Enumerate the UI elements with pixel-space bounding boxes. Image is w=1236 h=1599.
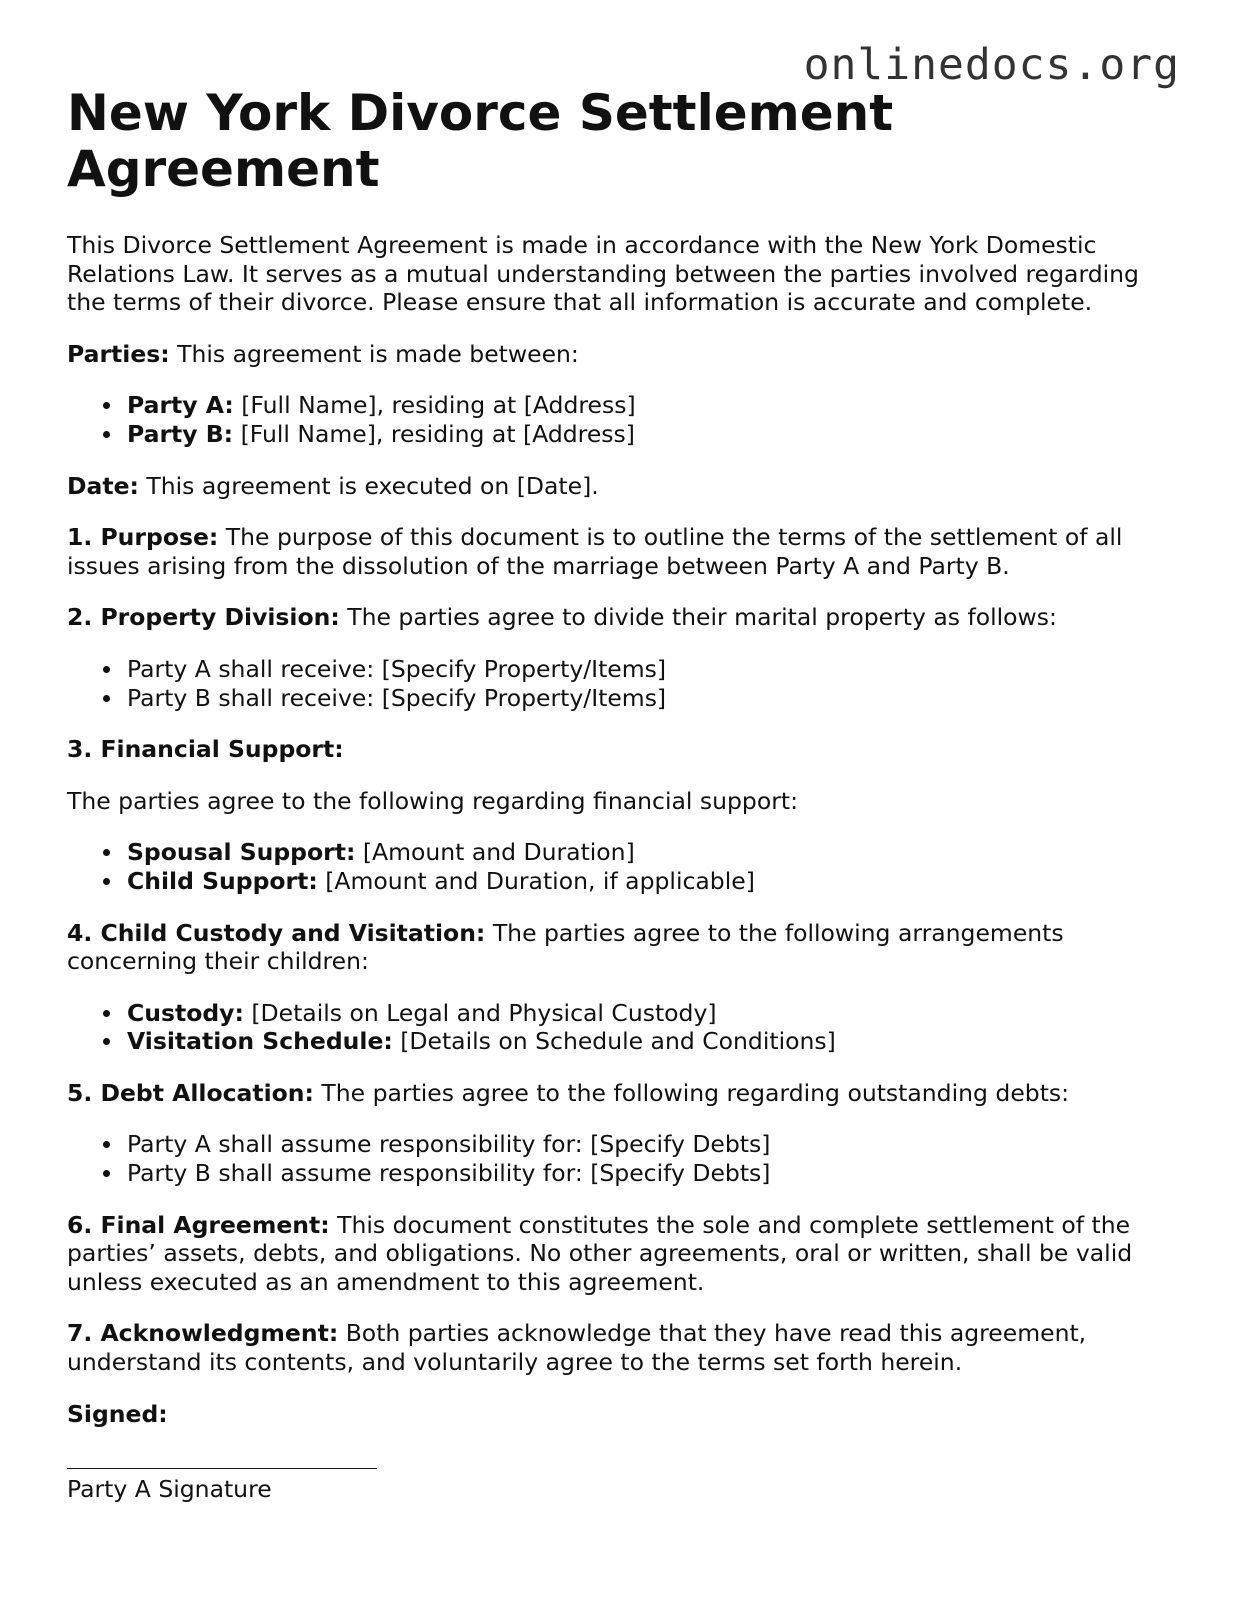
final-agreement-section (67, 1211, 1177, 1297)
financial-section-heading (67, 735, 1177, 764)
list-item (127, 420, 1177, 449)
property-label: 2. Property Division: (67, 603, 340, 632)
date-label: Date: (67, 471, 139, 500)
property-list (67, 655, 1177, 712)
party-b-text: [Full Name], residing at [Address] (233, 419, 635, 448)
list-item (127, 867, 1177, 896)
final-label: 6. Final Agreement: (67, 1210, 330, 1239)
intro-paragraph: This Divorce Settlement Agreement is made in accordance with the New York Domestic Relations Law. It serves as a mutual understanding between the parties involved regarding the terms of their divorce. Please ensure that all information is accurate and complete. (67, 231, 1139, 317)
financial-label: 3. Financial Support: (67, 735, 344, 764)
parties-label: Parties: (67, 339, 170, 368)
child-support-label: Child Support: (127, 866, 318, 895)
acknowledgment-label: 7. Acknowledgment: (67, 1319, 339, 1348)
party-b-label: Party B: (127, 419, 234, 448)
visitation-label: Visitation Schedule: (127, 1027, 393, 1056)
date-paragraph (67, 472, 1177, 501)
list-item (127, 999, 1177, 1028)
custody-list (67, 999, 1177, 1056)
child-support-text: [Amount and Duration, if applicable] (317, 866, 755, 895)
visitation-text: [Details on Schedule and Conditions] (392, 1027, 836, 1056)
list-item: Party A shall receive: [Specify Property/Items] (127, 655, 1177, 684)
acknowledgment-section (67, 1319, 1177, 1376)
list-item (127, 391, 1177, 420)
custody-item-text: [Details on Legal and Physical Custody] (243, 998, 717, 1027)
parties-list (67, 391, 1177, 448)
date-text: This agreement is executed on [Date]. (138, 471, 599, 500)
list-item: Party A shall assume responsibility for: [Specify Debts] (127, 1130, 1177, 1159)
list-item: Party B shall assume responsibility for: [Specify Debts] (127, 1159, 1177, 1188)
parties-text: This agreement is made between: (169, 339, 579, 368)
property-text: The parties agree to divide their marital property as follows: (339, 603, 1057, 632)
signed-heading (67, 1400, 1177, 1429)
financial-list (67, 838, 1177, 895)
party-a-signature-label: Party A Signature (67, 1475, 272, 1504)
final-text: This document constitutes the sole and complete settlement of the parties’ assets, debts, and obligations. No other agreements, oral or written, shall be valid unless executed as an amendment to this agreement. (67, 1210, 1133, 1296)
site-watermark: onlinedocs.org (803, 40, 1180, 90)
acknowledgment-text: Both parties acknowledge that they have read this agreement, understand its contents, and voluntarily agree to the terms set forth herein. (67, 1319, 1087, 1377)
spousal-support-label: Spousal Support: (127, 838, 356, 867)
custody-section (67, 919, 1177, 976)
debt-list (67, 1130, 1177, 1187)
spousal-support-text: [Amount and Duration] (355, 838, 635, 867)
financial-text: The parties agree to the following regarding financial support: (67, 786, 799, 815)
debt-label: 5. Debt Allocation: (67, 1078, 314, 1107)
parties-paragraph (67, 340, 1177, 369)
party-a-text: [Full Name], residing at [Address] (233, 391, 636, 420)
document-page (67, 85, 1177, 1504)
purpose-label: 1. Purpose: (67, 523, 219, 552)
custody-label: 4. Child Custody and Visitation: (67, 918, 486, 947)
custody-text: The parties agree to the following arrangements concerning their children: (67, 918, 1064, 976)
purpose-text: The purpose of this document is to outline the terms of the settlement of all issues arising from the dissolution of the marriage between Party A and Party B. (67, 523, 1123, 580)
party-a-label: Party A: (127, 391, 234, 420)
property-section (67, 603, 1177, 632)
list-item (127, 1027, 1177, 1056)
signature-line (67, 1468, 377, 1469)
debt-section (67, 1079, 1177, 1108)
signed-label: Signed: (67, 1399, 168, 1428)
list-item (127, 838, 1177, 867)
document-title: New York Divorce Settlement Agreement (67, 84, 894, 198)
custody-item-label: Custody: (127, 998, 244, 1027)
list-item: Party B shall receive: [Specify Property/Items] (127, 684, 1177, 713)
purpose-section (67, 523, 1177, 580)
debt-text: The parties agree to the following regarding outstanding debts: (313, 1078, 1070, 1107)
